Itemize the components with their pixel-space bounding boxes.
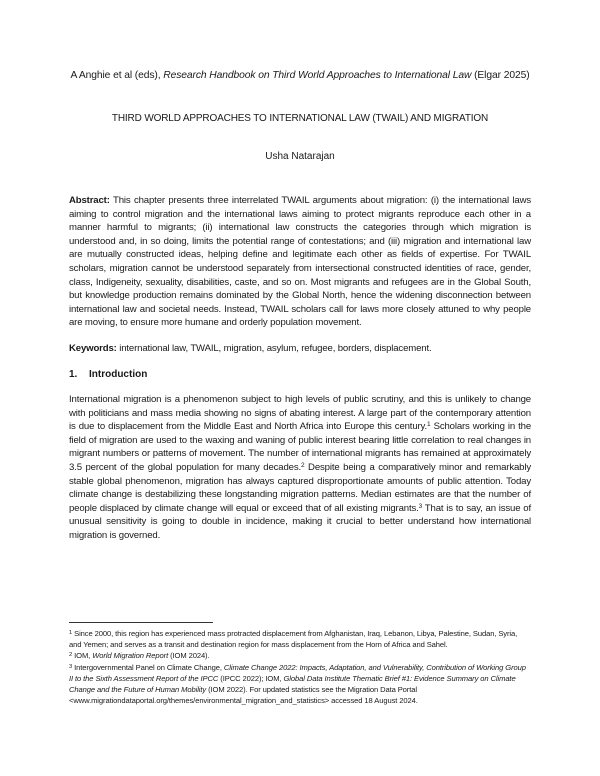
footnote-3-title-2: Global Data Institute Thematic Brief #1: Evidence Summary on Climate Change and the Future of Human Mobility [69,673,516,695]
citation-book-title: Research Handbook on Third World Approaches to International Law [163,70,472,81]
footnote-2-title: World Migration Report [92,651,169,661]
body-text-part-1: International migration is a phenomenon subject to high levels of public scrutiny, and this is unlikely to change with politicians and mass media showing no signs of abating interest. A large part of the contemporary attention is due to displacement from the Middle East and North Africa into Europe this century. [69,394,531,433]
footnote-1-text: Since 2000, this region has experienced mass protracted displacement from Afghanistan, Iraq, Lebanon, Libya, Palestine, Sudan, Syria, and Yemen; and serves as a transit and destination region for mass displacement from the Horn of Africa and Sahel. [69,629,518,650]
paper-author: Usha Natarajan [265,151,335,162]
body-paragraph [69,393,531,543]
footnote-3-number: 3 [69,663,73,670]
abstract-label: Abstract: [69,195,110,206]
footnote-2 [69,650,531,661]
footnote-divider [69,622,213,623]
paper-title: THIRD WORLD APPROACHES TO INTERNATIONAL LAW (TWAIL) AND MIGRATION [111,113,489,124]
footnote-1-number: 1 [69,630,73,636]
footnote-ref-2[interactable]: 2 [301,461,305,469]
footnote-3-suffix: (IOM 2022). For updated statistics see the Migration Data Portal <www.migrationdataportal.org/themes/environmental_migration_and_statistics> accessed 18 August 2024. [69,685,418,706]
footnote-ref-3[interactable]: 3 [418,502,423,510]
footnote-3 [69,662,531,707]
keywords-label: Keywords: [69,343,117,354]
citation-authors: A Anghie et al (eds), [70,70,164,81]
body-text-part-4: That is to say, an issue of unusual sensitivity is going to double in incidence, making it crucial to better understand how international migration is governed. [69,502,531,541]
footnote-3-prefix: Intergovernmental Panel on Climate Change, [72,662,224,672]
keywords [69,342,531,356]
section-heading [69,369,147,380]
footnote-ref-1[interactable]: 1 [427,421,431,429]
footnotes [69,628,531,706]
footnote-3-title-1: Climate Change 2022: Impacts, Adaptation, and Vulnerability, Contribution of Working Group II to the Sixth Assessment Report of the IPCC [69,662,526,683]
footnote-1 [69,628,531,650]
footnote-3-mid: (IPCC 2022); IOM, [218,673,284,683]
citation-publisher-year: (Elgar 2025) [471,70,530,81]
citation-header [60,70,540,81]
keywords-text: international law, TWAIL, migration, asylum, refugee, borders, displacement. [116,343,432,354]
body-text-part-3: Despite being a comparatively minor and remarkably stable global phenomenon, migration has always captured disproportionate amounts of public attention. Today climate change is destabilizing these longstanding migration patterns. Median estimates are that the number of people displaced by climate change will equal or exceed that of all existing migrants. [69,461,531,514]
abstract [69,194,531,330]
footnote-2-suffix: (IOM 2024). [168,651,210,661]
body-text-part-2: Scholars working in the field of migration are used to the waxing and waning of public interest bearing little correlation to real changes in migrant numbers or patterns of movement. The number of international migrants has remained at approximately 3.5 percent of the global population for many decades. [69,421,532,473]
abstract-text: This chapter presents three interrelated TWAIL arguments about migration: (i) the international laws aiming to control migration and the international laws aiming to protect migrants reproduce each other in a manner harmful to migrants; (ii) international law constructs the categories through which migration is understood and, in so doing, limits the potential range of contestations; and (iii) migration and international law are mutually constructed ideas, helping define and legitimate each other as fields of expertise. For TWAIL scholars, migration cannot be understood separately from intersectional constructed identities of race, gender, class, Indigeneity, sexuality, disabilities, caste, and so on. Most migrants and refugees are in the Global South, but knowledge production remains dominated by the Global North, hence the widening disconnection between international law and societal needs. Instead, TWAIL scholars call for laws more closely attuned to why people are moving, to ensure more humane and orderly population movement. [69,195,531,329]
footnote-2-prefix: IOM, [72,651,93,661]
footnote-2-number: 2 [69,652,73,659]
section-number: 1. [69,369,78,380]
section-title: Introduction [89,369,148,380]
